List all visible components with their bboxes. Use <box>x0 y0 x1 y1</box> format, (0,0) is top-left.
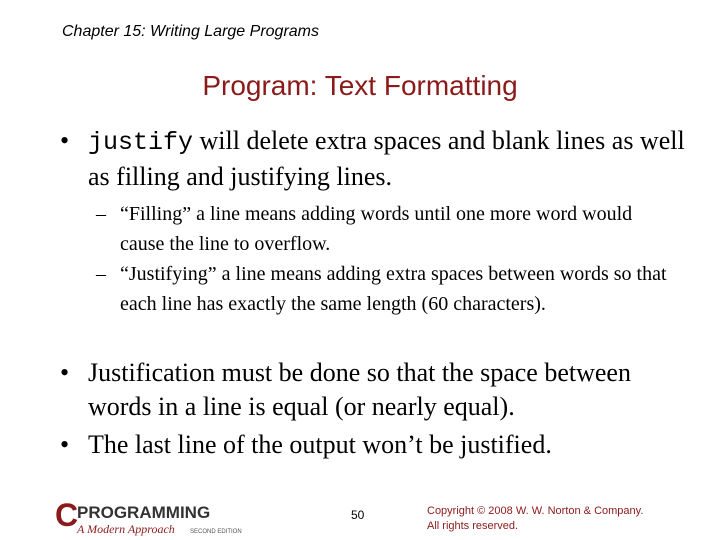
sub-bullet-filling <box>96 199 676 259</box>
bullet-list <box>60 356 700 466</box>
logo-subtitle: A Modern Approach <box>77 522 175 536</box>
page-number: 50 <box>351 508 365 522</box>
logo-edition: SECOND EDITION <box>190 529 242 535</box>
bullet-last-line <box>60 428 700 462</box>
sub-bullet-list <box>96 199 676 319</box>
dash-mark: – <box>96 263 106 285</box>
slide-title: Program: Text Formatting <box>202 70 518 101</box>
copyright-line-1: Copyright © 2008 W. W. Norton & Company. <box>427 505 644 517</box>
sub-bullet-text: “Filling” a line means adding words until one more word would cause the line to overflow. <box>120 203 633 255</box>
copyright-notice <box>427 504 643 534</box>
logo-letter: C <box>55 498 79 533</box>
bullet-text: Justification must be done so that the space between words in a line is equal (or nearly equal). <box>88 358 631 421</box>
bullet-mark: • <box>60 126 70 155</box>
bullet-justification <box>60 356 700 424</box>
c-programming-logo <box>55 498 270 540</box>
dash-mark: – <box>96 203 106 225</box>
sub-bullet-justifying <box>96 259 676 319</box>
bullet-mark: • <box>60 358 70 387</box>
chapter-heading: Chapter 15: Writing Large Programs <box>62 23 319 40</box>
logo-word: PROGRAMMING <box>77 503 211 522</box>
sub-bullet-text: “Justifying” a line means adding extra spaces between words so that each line has exactly the same length (60 characters). <box>120 263 667 315</box>
bullet-justify <box>60 124 700 194</box>
bullet-mark: • <box>60 430 70 459</box>
bullet-justify-text: will delete extra spaces and blank lines as well as filling and justifying lines. <box>88 126 685 191</box>
code-justify: justify <box>88 128 194 157</box>
copyright-line-2: All rights reserved. <box>427 520 519 532</box>
bullet-text: The last line of the output won’t be justified. <box>88 430 552 459</box>
